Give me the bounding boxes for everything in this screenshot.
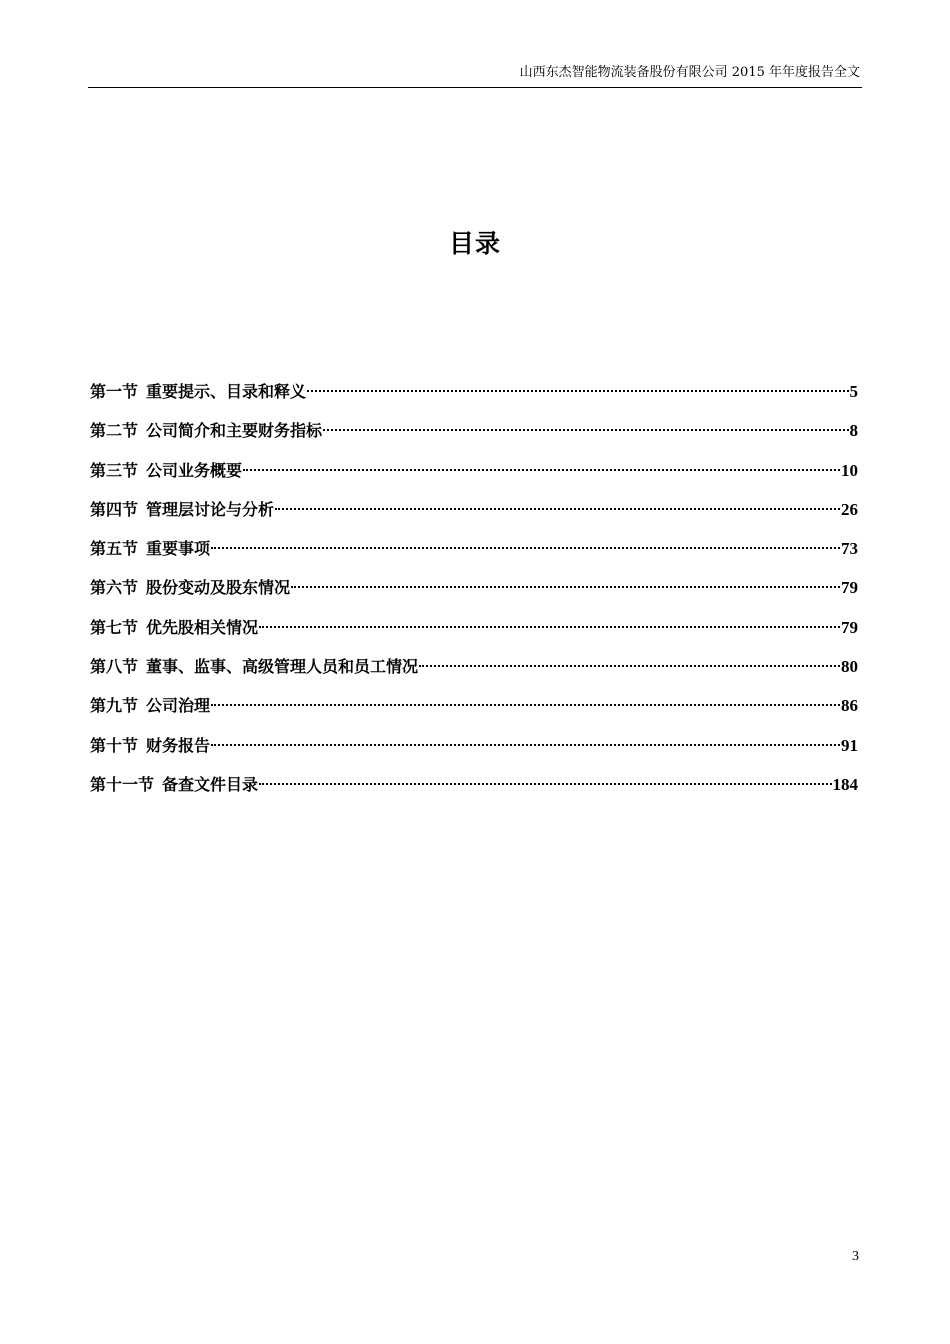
toc-entry-label: 优先股相关情况 (146, 617, 259, 637)
toc-section-number: 第二节 (90, 421, 139, 441)
toc-section-number: 第三节 (90, 460, 139, 480)
toc-entry-2[interactable] (90, 419, 858, 458)
toc-page-number: 79 (841, 578, 858, 598)
toc-entry-label: 公司业务概要 (146, 460, 243, 480)
toc-entry-1[interactable] (90, 380, 858, 419)
dot-leader (307, 390, 848, 392)
toc-entry-label: 重要事项 (146, 539, 211, 559)
toc-page-number: 10 (841, 460, 858, 480)
dot-leader (211, 547, 840, 549)
dot-leader (419, 665, 840, 667)
dot-leader (275, 508, 840, 510)
toc-entry-label: 备查文件目录 (162, 774, 259, 794)
dot-leader (211, 704, 840, 706)
toc-section-number: 第九节 (90, 696, 139, 716)
dot-leader (323, 429, 848, 431)
footer-page-number: 3 (852, 1249, 859, 1264)
dot-leader (243, 469, 840, 471)
toc-entry-label: 管理层讨论与分析 (146, 499, 275, 519)
toc-section-number: 第十一节 (90, 774, 155, 794)
toc-entry-label: 财务报告 (146, 735, 211, 755)
header-rule (88, 87, 862, 88)
toc-page-number: 79 (841, 617, 858, 637)
dot-leader (291, 586, 840, 588)
toc-entry-5[interactable] (90, 537, 858, 576)
toc-page-number: 80 (841, 657, 858, 677)
toc-section-number: 第十节 (90, 735, 139, 755)
toc-entry-7[interactable] (90, 616, 858, 655)
toc-page-number: 26 (841, 499, 858, 519)
toc-entry-3[interactable] (90, 459, 858, 498)
toc-entry-label: 公司治理 (146, 696, 211, 716)
toc-entry-4[interactable] (90, 498, 858, 537)
running-header: 山西东杰智能物流装备股份有限公司 2015 年年度报告全文 (519, 65, 860, 80)
toc-entry-11[interactable] (90, 773, 858, 812)
toc-section-number: 第六节 (90, 578, 139, 598)
toc-section-number: 第七节 (90, 617, 139, 637)
toc-page-number: 8 (849, 421, 858, 441)
toc-entry-8[interactable] (90, 655, 858, 694)
toc-entry-label: 董事、监事、高级管理人员和员工情况 (146, 657, 419, 677)
toc-section-number: 第一节 (90, 382, 139, 401)
toc-section-number: 第五节 (90, 539, 139, 559)
toc-section-number: 第八节 (90, 657, 139, 677)
toc-page-number: 5 (849, 382, 858, 401)
toc-page-number: 91 (841, 735, 858, 755)
toc-entry-9[interactable] (90, 694, 858, 733)
toc-entry-6[interactable] (90, 576, 858, 615)
toc-entry-label: 重要提示、目录和释义 (146, 382, 307, 401)
toc-page-number: 86 (841, 696, 858, 716)
dot-leader (259, 626, 840, 628)
toc-page-number: 73 (841, 539, 858, 559)
toc-entry-label: 公司简介和主要财务指标 (146, 421, 323, 441)
toc-section-number: 第四节 (90, 499, 139, 519)
toc-title: 目录 (448, 229, 501, 258)
toc-entry-label: 股份变动及股东情况 (146, 578, 291, 598)
toc-page-number: 184 (832, 774, 858, 794)
dot-leader (211, 744, 840, 746)
toc-entry-10[interactable] (90, 734, 858, 773)
table-of-contents (90, 380, 858, 812)
dot-leader (259, 783, 831, 785)
